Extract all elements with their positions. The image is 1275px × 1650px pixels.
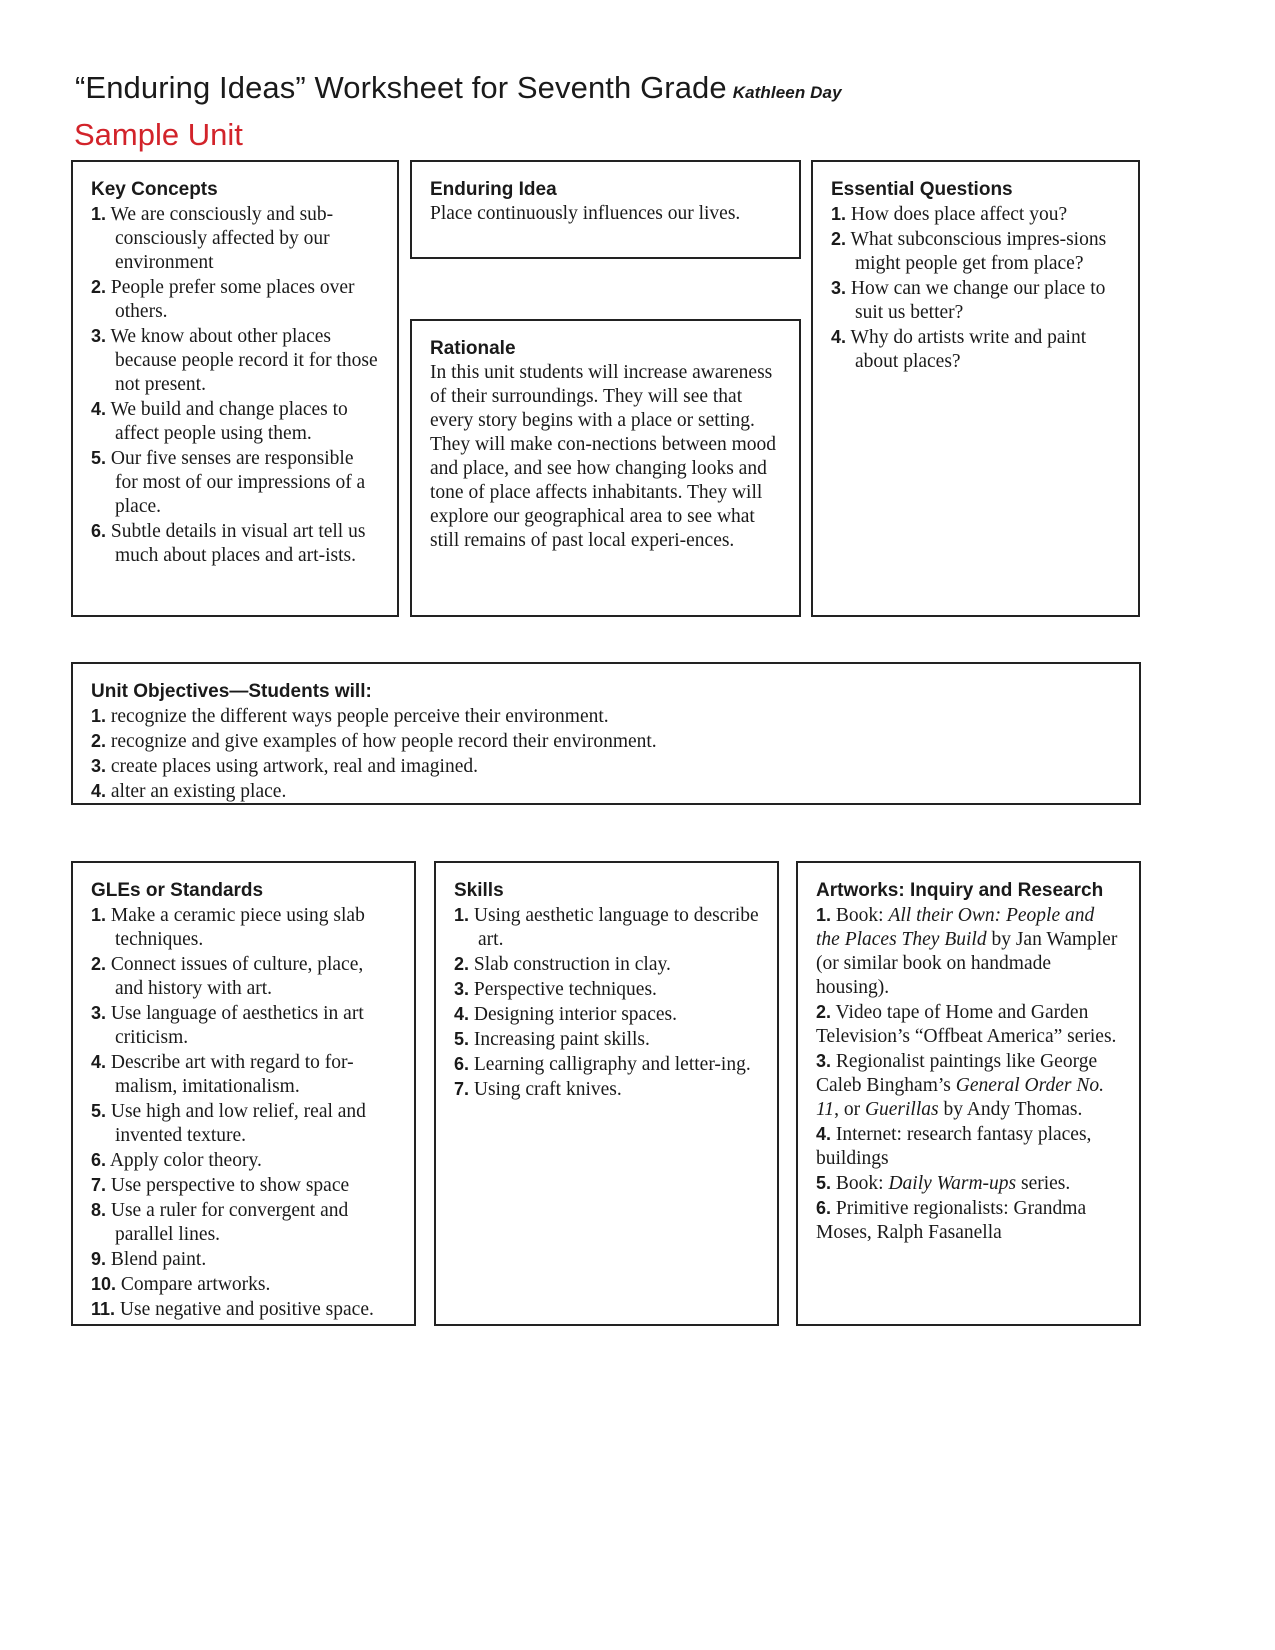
key-concepts-heading: Key Concepts	[91, 179, 218, 200]
rationale-text: In this unit students will increase awareness of their surroundings. They will see that every story begins with a place or setting. They will make con-nections between mood and place, and see how changing looks and tone of place affects inhabitants. They will explore our geographical area to see what still remains of past local experi-ences.	[430, 362, 777, 551]
page-subtitle: Sample Unit	[74, 117, 243, 152]
list-item: 1. We are consciously and sub-consciously affected by our environment	[91, 204, 334, 273]
unit-objectives-heading: Unit Objectives—Students will:	[91, 681, 372, 702]
list-item: 1. recognize the different ways people perceive their environment.	[91, 706, 609, 727]
list-item: 2. People prefer some places over others.	[91, 277, 355, 322]
list-item: 2. Video tape of Home and Garden Television’s “Offbeat America” series.	[816, 1002, 1117, 1047]
artworks-heading: Artworks: Inquiry and Research	[816, 880, 1104, 901]
rationale-box	[410, 319, 801, 617]
list-item: 7. Use perspective to show space	[91, 1175, 350, 1196]
essential-questions-box	[811, 160, 1140, 617]
list-item: 3. How can we change our place to suit us better?	[831, 278, 1106, 323]
enduring-idea-box	[410, 160, 801, 259]
key-concepts-list	[91, 202, 379, 568]
list-item: 6. Learning calligraphy and letter-ing.	[454, 1054, 751, 1075]
list-item: 4. alter an existing place.	[91, 781, 287, 802]
skills-box	[434, 861, 779, 1326]
list-item: 3. Perspective techniques.	[454, 979, 657, 1000]
list-item: 5. Book: Daily Warm-ups series.	[816, 1173, 1071, 1194]
list-item: 1. How does place affect you?	[831, 204, 1068, 225]
list-item: 3. Regionalist paintings like George Caleb Bingham’s General Order No. 11, or Guerillas by Andy Thomas.	[816, 1051, 1104, 1120]
list-item: 4. We build and change places to affect people using them.	[91, 399, 348, 444]
list-item: 5. Increasing paint skills.	[454, 1029, 650, 1050]
skills-heading: Skills	[454, 880, 504, 901]
list-item: 3. We know about other places because people record it for those not present.	[91, 326, 378, 395]
list-item: 1. Make a ceramic piece using slab techniques.	[91, 905, 365, 950]
artworks-list	[816, 903, 1121, 1245]
list-item: 2. Connect issues of culture, place, and history with art.	[91, 954, 364, 999]
list-item: 5. Our five senses are responsible for most of our impressions of a place.	[91, 448, 366, 517]
standards-list	[91, 903, 396, 1322]
list-item: 10. Compare artworks.	[91, 1274, 271, 1295]
list-item: 2. recognize and give examples of how people record their environment.	[91, 731, 657, 752]
enduring-idea-heading: Enduring Idea	[430, 179, 557, 200]
key-concepts-box	[71, 160, 399, 617]
list-item: 1. Book: All their Own: People and the Places They Build by Jan Wampler (or similar book on handmade housing).	[816, 905, 1118, 998]
list-item: 5. Use high and low relief, real and invented texture.	[91, 1101, 366, 1146]
list-item: 6. Subtle details in visual art tell us much about places and art-ists.	[91, 521, 366, 566]
list-item: 2. What subconscious impres-sions might people get from place?	[831, 229, 1107, 274]
rationale-heading: Rationale	[430, 338, 516, 359]
list-item: 6. Primitive regionalists: Grandma Moses, Ralph Fasanella	[816, 1198, 1087, 1243]
page-title	[75, 70, 842, 106]
enduring-idea-text: Place continuously influences our lives.	[430, 203, 741, 224]
list-item: 4. Describe art with regard to for-malism, imitationalism.	[91, 1052, 354, 1097]
unit-objectives-box	[71, 662, 1141, 805]
skills-list	[454, 903, 759, 1102]
list-item: 2. Slab construction in clay.	[454, 954, 671, 975]
artworks-box	[796, 861, 1141, 1326]
list-item: 4. Why do artists write and paint about places?	[831, 327, 1087, 372]
essential-questions-list	[831, 202, 1120, 374]
standards-box	[71, 861, 416, 1326]
standards-heading: GLEs or Standards	[91, 880, 264, 901]
list-item: 6. Apply color theory.	[91, 1150, 262, 1171]
list-item: 3. Use language of aesthetics in art criticism.	[91, 1003, 364, 1048]
essential-questions-heading: Essential Questions	[831, 179, 1013, 200]
list-item: 7. Using craft knives.	[454, 1079, 622, 1100]
list-item: 3. create places using artwork, real and imagined.	[91, 756, 478, 777]
list-item: 9. Blend paint.	[91, 1249, 207, 1270]
list-item: 4. Designing interior spaces.	[454, 1004, 677, 1025]
title-text: “Enduring Ideas” Worksheet for Seventh Grade	[75, 70, 727, 105]
list-item: 11. Use negative and positive space.	[91, 1299, 374, 1320]
author-name: Kathleen Day	[732, 83, 842, 102]
list-item: 1. Using aesthetic language to describe art.	[454, 905, 759, 950]
list-item: 8. Use a ruler for convergent and parallel lines.	[91, 1200, 349, 1245]
list-item: 4. Internet: research fantasy places, buildings	[816, 1124, 1092, 1169]
unit-objectives-list	[91, 704, 1121, 804]
